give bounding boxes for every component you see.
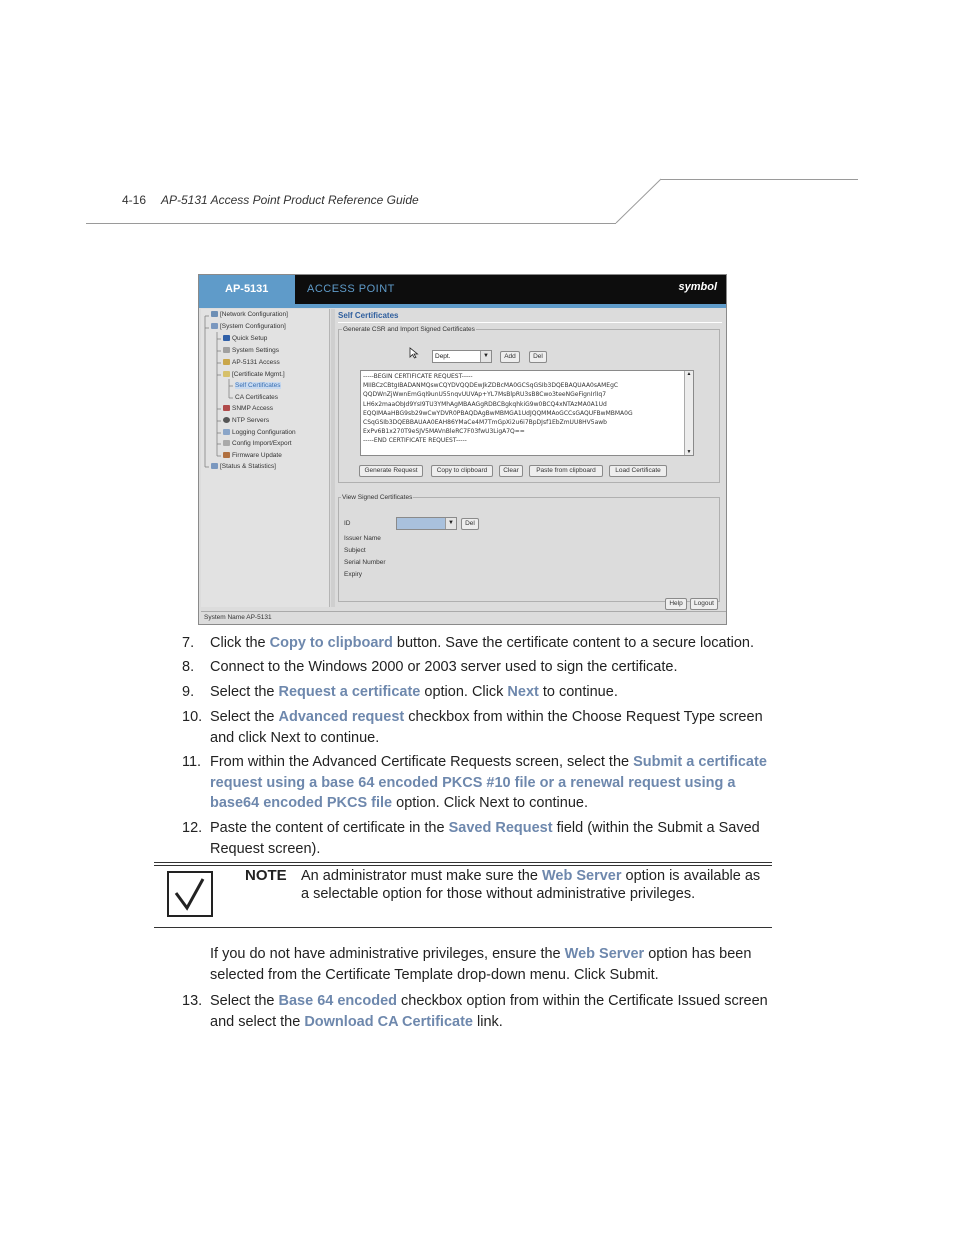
pane-splitter[interactable] — [331, 309, 335, 607]
app-banner — [199, 275, 726, 304]
panel-title: Self Certificates — [338, 311, 399, 320]
symbol-logo: symbol — [678, 281, 717, 293]
generate-request-button[interactable]: Generate Request — [359, 465, 423, 477]
note-rule-bottom — [154, 927, 772, 928]
tree-item-quick-setup[interactable]: Quick Setup — [223, 335, 267, 342]
base64-encoded-term: Base 64 encoded — [278, 993, 397, 1009]
textarea-scrollbar[interactable] — [684, 371, 693, 455]
system-icon — [211, 323, 218, 329]
tree-item-ap-access[interactable]: AP-5131 Access — [223, 359, 280, 366]
cert-line: CSqGSIb3DQEBBAUAA0EAH86YMaCe4M7TmGpXi2u6i7BpDJsf1EbZmUU8HV5awb — [363, 419, 607, 427]
view-signed-group — [338, 497, 720, 602]
stats-icon — [211, 463, 218, 469]
dept-select[interactable]: Dept. ▼ — [432, 350, 492, 363]
web-server-term: Web Server — [541, 868, 622, 884]
clock-icon — [223, 417, 230, 423]
download-ca-certificate-term: Download CA Certificate — [304, 1013, 473, 1030]
note-rule-top-2 — [154, 865, 772, 866]
network-icon — [211, 311, 218, 317]
cert-line: ExPv6B1x270T9eSJV5MAVnBleRC7F03fwU3LigA7Q== — [363, 428, 525, 436]
ap-screenshot — [198, 274, 727, 625]
banner-product-block — [199, 275, 295, 304]
copy-to-clipboard-button[interactable]: Copy to clipboard — [431, 465, 493, 477]
view-signed-group-label: View Signed Certificates — [342, 494, 413, 501]
tree-item-logging-configuration[interactable]: Logging Configuration — [223, 429, 296, 436]
tree-item-system-configuration[interactable]: [System Configuration] — [211, 323, 286, 330]
status-bar: System Name AP-5131 — [201, 611, 727, 623]
tree-item-certificate-mgmt[interactable]: [Certificate Mgmt.] — [223, 371, 285, 378]
note-checkmark-icon — [167, 871, 213, 917]
header-rule — [86, 223, 616, 224]
nav-tree — [201, 309, 330, 607]
cert-line: QQDWnZjWwnEmGqI9unU55nqvUUVAp+YL7MsBlpRU3sB8Cwo3teeNGeFignIrlIq7 — [363, 391, 607, 399]
request-certificate-term: Request a certificate — [278, 684, 421, 700]
banner-title: ACCESS POINT — [307, 283, 395, 295]
banner-product: AP-5131 — [225, 283, 269, 295]
title-rule — [338, 322, 722, 323]
arrow-icon — [223, 335, 230, 341]
next-term: Next — [507, 684, 539, 700]
tree-item-network-configuration[interactable]: [Network Configuration] — [211, 311, 288, 318]
submit-certificate-term: Submit a certificate request using a base 64 encoded PKCS #10 file or a renewal request using a base64 encoded PKCS file — [210, 754, 767, 811]
id-del-button[interactable]: Del — [461, 518, 479, 530]
import-icon — [223, 440, 230, 446]
load-certificate-button[interactable]: Load Certificate — [609, 465, 667, 477]
generate-csr-group-label: Generate CSR and Import Signed Certificates — [343, 326, 475, 333]
chevron-down-icon: ▼ — [445, 518, 456, 529]
chevron-down-icon: ▼ — [480, 351, 491, 362]
copy-to-clipboard-term: Copy to clipboard — [269, 635, 393, 651]
tree-item-firmware-update[interactable]: Firmware Update — [223, 452, 282, 459]
settings-icon — [223, 347, 230, 353]
tree-item-system-settings[interactable]: System Settings — [223, 347, 279, 354]
cert-line: -----BEGIN CERTIFICATE REQUEST----- — [363, 373, 473, 380]
serial-number-label: Serial Number — [344, 559, 386, 566]
logout-button[interactable]: Logout — [690, 598, 718, 610]
subject-label: Subject — [344, 547, 366, 554]
issuer-name-label: Issuer Name — [344, 535, 381, 542]
paste-from-clipboard-button[interactable]: Paste from clipboard — [529, 465, 603, 477]
scroll-up-icon[interactable]: ▲ — [686, 371, 692, 377]
note-text: An administrator must make sure the Web Server option is available as a selectable option for those without administrative privileges. — [301, 868, 761, 902]
note-rule-top — [154, 862, 772, 863]
tree-item-ntp-servers[interactable]: NTP Servers — [223, 417, 269, 424]
access-icon — [223, 359, 230, 365]
cert-line: MIIBCzCBtgIBADANMQswCQYDVQQDEwJkZDBcMA0GCSqGSIb3DQEBAQUAA0sAMEgC — [363, 382, 619, 390]
clear-button[interactable]: Clear — [499, 465, 523, 477]
web-server-term: Web Server — [564, 946, 645, 962]
guide-title: AP-5131 Access Point Product Reference Guide — [161, 193, 419, 207]
log-icon — [223, 429, 230, 435]
del-button[interactable]: Del — [529, 351, 547, 363]
add-button[interactable]: Add — [500, 351, 520, 363]
certificate-icon — [223, 371, 230, 377]
tree-item-ca-certificates[interactable]: CA Certificates — [235, 394, 278, 401]
main-panel — [336, 308, 726, 608]
cert-line: EQQIMAaHBG9sb29wCwYDVR0PBAQDAgBwMBMGA1UdJQQMMAoGCCsGAQUFBwMBMA0G — [363, 409, 633, 417]
tree-item-status-statistics[interactable]: [Status & Statistics] — [211, 463, 276, 470]
firmware-icon — [223, 452, 230, 458]
tree-item-config-import-export[interactable]: Config Import/Export — [223, 440, 292, 447]
advanced-request-term: Advanced request — [278, 709, 405, 725]
note-label: NOTE — [245, 867, 287, 884]
id-label: ID — [344, 520, 351, 527]
tree-item-self-certificates[interactable]: Self Certificates — [235, 382, 281, 389]
snmp-icon — [223, 405, 230, 411]
id-select[interactable] — [396, 517, 457, 530]
page-number: 4-16 — [122, 193, 147, 207]
cert-line: LH6x2maaObJd9YsI9TU3YMhAgMBAAGgRDBCBgkqhkiG9w0BCQ4xNTAzMA0A1Ud — [363, 400, 607, 408]
cert-line: -----END CERTIFICATE REQUEST----- — [363, 437, 467, 445]
certificate-request-textarea[interactable] — [360, 370, 694, 456]
expiry-label: Expiry — [344, 571, 363, 578]
scroll-down-icon[interactable]: ▼ — [686, 449, 692, 455]
help-button[interactable]: Help — [665, 598, 687, 610]
tree-item-snmp-access[interactable]: SNMP Access — [223, 405, 273, 412]
saved-request-term: Saved Request — [448, 820, 553, 836]
cursor-icon — [409, 347, 419, 359]
